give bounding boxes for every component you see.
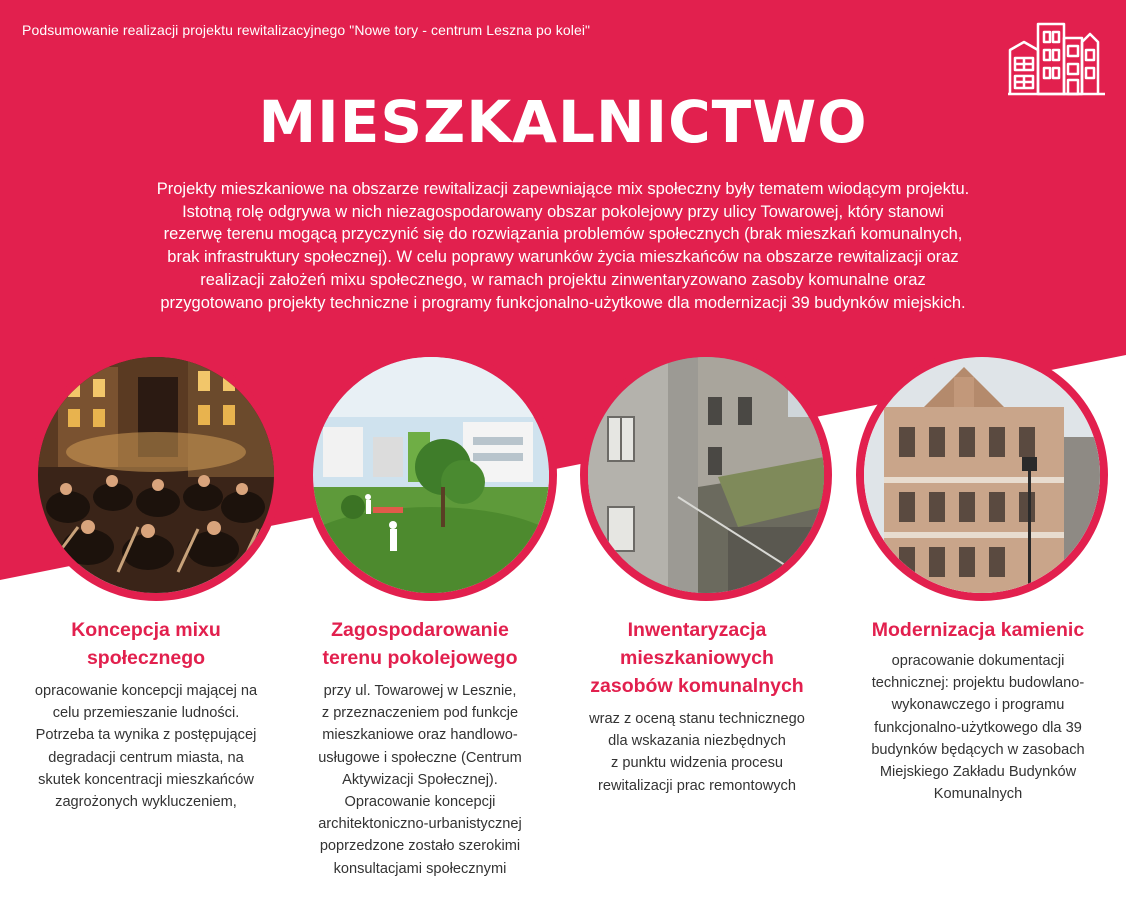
text-line: dla wskazania niezbędnych <box>608 733 786 750</box>
section-title-line: społecznego <box>86 647 206 669</box>
text-line: Opracowanie koncepcji <box>344 794 496 811</box>
text-line: opracowanie koncepcji mającej na <box>34 683 258 699</box>
text-line: Aktywizacji Społecznej). <box>342 771 498 788</box>
text-line: funkcjonalno-użytkowego dla 39 <box>874 719 1082 736</box>
section-title-line: Zagospodarowanie <box>331 619 509 641</box>
section-title-line: Modernizacja kamienic <box>871 619 1085 641</box>
section-title-line: mieszkaniowych <box>620 647 774 669</box>
photo-street-crowd <box>30 349 282 601</box>
text-line: usługowe i społeczne (Centrum <box>318 749 522 766</box>
section-text <box>840 650 1116 805</box>
section-title-line: terenu pokolejowego <box>322 647 518 669</box>
text-line: przy ul. Towarowej w Lesznie, <box>323 683 517 699</box>
intro-line: rezerwę terenu mogącą przyczynić się do rozwiązania problemów społecznych (brak mieszkań komunalnych, <box>163 225 963 244</box>
text-line: Komunalnych <box>933 786 1023 803</box>
text-line: poprzedzone zostało szerokimi <box>319 838 521 855</box>
text-line: zagrożonych wykluczeniem, <box>55 794 237 811</box>
text-line: celu przemieszanie ludności. <box>52 705 240 722</box>
photo-tenement-building <box>856 349 1108 601</box>
text-line: budynków będących w zasobach <box>871 741 1085 758</box>
section-text <box>560 708 834 797</box>
section-text <box>290 680 550 880</box>
section-title <box>290 616 550 672</box>
intro-paragraph <box>70 178 1056 314</box>
text-line: z przeznaczeniem pod funkcje <box>321 705 519 722</box>
text-line: Potrzeba ta wynika z postępującej <box>35 727 257 744</box>
text-line: degradacji centrum miasta, na <box>48 749 244 766</box>
text-line: mieszkaniowe oraz handlowo- <box>322 727 518 744</box>
section-post-railway-area <box>290 616 550 880</box>
photo-courtyard <box>580 349 832 601</box>
section-title-line: Koncepcja mixu <box>71 619 221 641</box>
photo-park-visualization <box>305 349 557 601</box>
text-line: rewitalizacji prac remontowych <box>598 777 796 794</box>
text-line: konsultacjami społecznymi <box>333 860 507 877</box>
intro-line: realizacji założeń mixu społecznego, w ramach projektu zinwentaryzowano zasoby komunalne oraz <box>200 270 926 289</box>
section-title-line: zasobów komunalnych <box>590 675 804 697</box>
intro-line: brak infrastruktury społecznej). W celu poprawy warunków życia mieszkańców na obszarze rewitalizacji oraz <box>167 248 959 267</box>
section-tenement-modernization <box>840 616 1116 805</box>
text-line: Miejskiego Zakładu Budynków <box>879 764 1077 781</box>
text-line: z punktu widzenia procesu <box>611 755 783 772</box>
intro-line: Istotną rolę odgrywa w nich niezagospodarowany obszar pokolejowy przy ulicy Towarowej, który stanowi <box>182 202 944 221</box>
section-housing-inventory <box>560 616 834 797</box>
text-line: skutek koncentracji mieszkańców <box>38 771 254 788</box>
text-line: technicznej: projektu budowlano- <box>871 675 1085 692</box>
text-line: architektoniczno-urbanistycznej <box>318 816 522 833</box>
intro-line: Projekty mieszkaniowe na obszarze rewitalizacji zapewniające mix społeczny były tematem wiodącym projektu. <box>156 180 970 198</box>
section-title <box>560 616 834 700</box>
page-title: MIESZKALNICTWO <box>258 88 868 156</box>
section-title <box>840 616 1116 644</box>
buildings-icon <box>1008 20 1106 96</box>
intro-line: przygotowano projekty techniczne i programy funkcjonalno-użytkowe dla modernizacji 39 budynków miejskich. <box>160 293 966 312</box>
section-title <box>10 616 282 672</box>
text-line: wykonawczego i programu <box>891 697 1065 714</box>
section-social-mix <box>10 616 282 813</box>
section-text <box>10 680 282 813</box>
text-line: opracowanie dokumentacji <box>891 653 1065 669</box>
section-title-line: Inwentaryzacja <box>627 619 767 641</box>
page-subtitle: Podsumowanie realizacji projektu rewitalizacyjnego "Nowe tory - centrum Leszna po kolei" <box>22 22 591 38</box>
text-line: wraz z oceną stanu technicznego <box>589 711 805 727</box>
